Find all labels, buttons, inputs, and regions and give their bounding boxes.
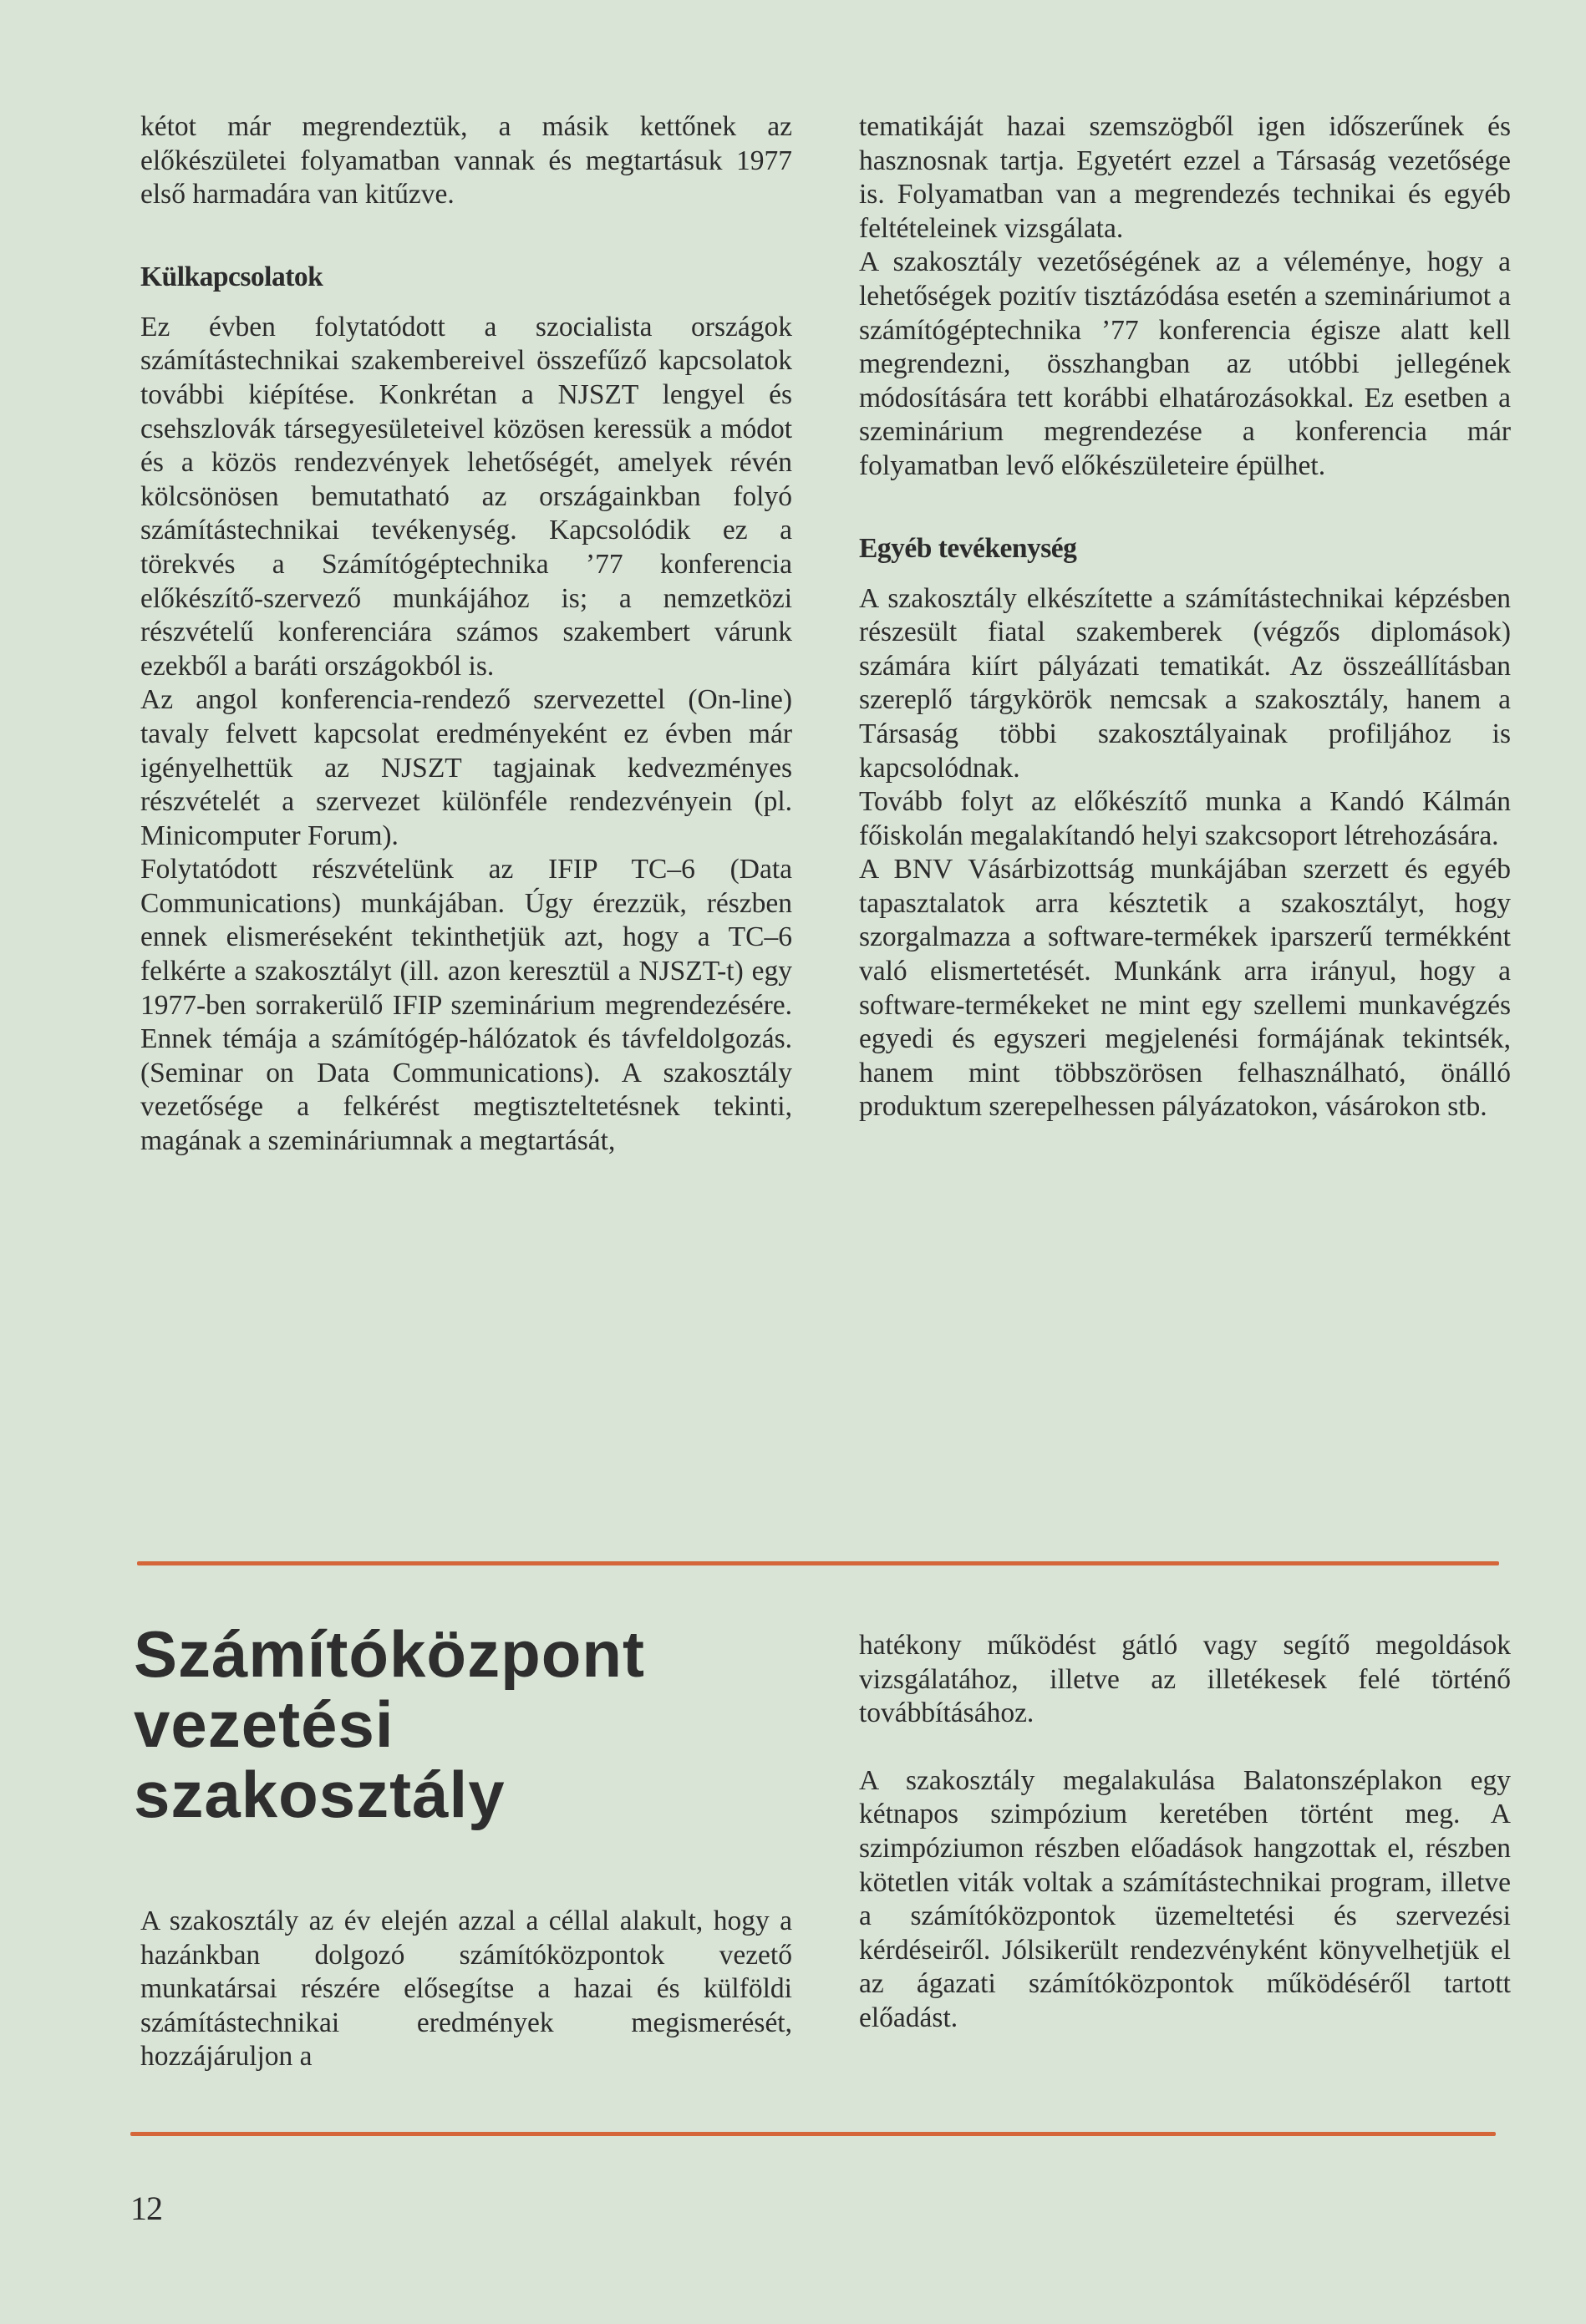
paragraph: Ez évben folytatódott a szocialista országok számítástechnikai szakembereivel összefűző kapcsolatok további kiépítése. Konkrétan a NJSZT lengyel és csehszlovák társegyesületeivel közösen keressük a módot és a közös rendezvények lehetőségét, amelyek révén kölcsönösen bemutatható az országainkban folyó számítástechnikai tevékenység. Kapcsolódik ez a törekvés a Számítógéptechnika ’77 konferencia előkészítő-szervező munkájához is; a nemzetközi részvételű konferenciára számos szakembert várunk ezekből a baráti országokból is.	[140, 311, 792, 682]
page-number: 12	[130, 2190, 162, 2227]
paragraph: hatékony működést gátló vagy segítő megoldások vizsgálatához, illetve az illetékesek felé történő továbbításához.	[859, 1630, 1511, 1729]
paragraph: Folytatódott részvételünk az IFIP TC–6 (Data Communications) munkájában. Úgy érezzük, részben ennek elismeréseként tekinthetjük azt, hogy a TC–6 felkérte a szakosztályt (ill. azon keresztül a NJSZT-t) egy 1977-ben sorrakerülő IFIP szeminárium megrendezésére. Ennek témája a számítógép-hálózatok és távfeldolgozás. (Seminar on Data Communications). A szakosztály vezetősége a felkérést megtiszteltetésnek tekinti, magának a szemináriumnak a megtartását,	[140, 854, 792, 1157]
paragraph: A BNV Vásárbizottság munkájában szerzett és egyéb tapasztalatok arra késztetik a szakosztályt, hogy szorgalmazza a software-termékek iparszerű termékként való elismertetését. Munkánk arra irányul, hogy a software-termékeket ne mint egy szellemi munkavégzés egyedi és egyszeri megjelenési formájának tekintsék, hanem mint többszörösen felhasználható, önálló produktum szerepelhessen pályázatokon, vásárokon stb.	[859, 854, 1511, 1123]
section-title-line: Számítóközpont	[134, 1617, 645, 1691]
section-heading-kulkapcsolatok: Külkapcsolatok	[140, 261, 323, 292]
paragraph: Az angol konferencia-rendező szervezettel (On-line) tavaly felvett kapcsolat eredményeként ez évben már igényelhettük az NJSZT tagjainak kedvezményes részvételét a szervezet különféle rendezvényein (pl. Minicomputer Forum).	[140, 684, 792, 851]
paragraph: A szakosztály vezetőségének az a véleménye, hogy a lehetőségek pozitív tisztázódása esetén a szemináriumot a számítógéptechnika ’77 konferencia égisze alatt kell megrendezni, összhangban az utóbbi jellegének módosítására tett korábbi elhatározásokkal. Ez esetben a szeminárium megrendezése a konferencia már folyamatban levő előkészületeire épülhet.	[859, 246, 1511, 481]
paragraph: tematikáját hazai szemszögből igen időszerűnek és hasznosnak tartja. Egyetért ezzel a Társaság vezetősége is. Folyamatban van a megrendezés technikai és egyéb feltételeinek vizsgálata.	[859, 111, 1511, 244]
paragraph: A szakosztály elkészítette a számítástechnikai képzésben részesült fiatal szakemberek (végzős diplomások) számára kiírt pályázati tematikát. Az összeállításban szereplő tárgykörök nemcsak a szakosztály, hanem a Társaság többi szakosztályainak profiljához is kapcsolódnak.	[859, 582, 1511, 784]
section-divider-rule	[137, 1561, 1499, 1565]
paragraph: kétot már megrendeztük, a másik kettőnek az előkészületei folyamatban vannak és megtartásuk 1977 első harmadára van kitűzve.	[140, 111, 792, 211]
top-right-column	[859, 110, 1511, 1124]
bottom-left-column	[140, 1905, 792, 2074]
section-title-line: vezetési	[134, 1687, 394, 1761]
bottom-right-column	[859, 1629, 1511, 2036]
section-title-line: szakosztály	[134, 1758, 506, 1831]
section-title	[134, 1619, 645, 1829]
paragraph: A szakosztály megalakulása Balatonszéplakon egy kétnapos szimpózium keretében történt meg. A szimpóziumon részben előadások hangzottak el, részben kötetlen viták voltak a számítástechnikai program, illetve a számítóközpontok üzemeltetési és szervezési kérdéseiről. Jólsikerült rendezvényként könyvelhetjük el az ágazati számítóközpontok működéséről tartott előadást.	[859, 1764, 1511, 2033]
section-heading-egyeb-tevekenyseg: Egyéb tevékenység	[859, 532, 1077, 564]
paragraph: Tovább folyt az előkészítő munka a Kandó Kálmán főiskolán megalakítandó helyi szakcsoport létrehozására.	[859, 786, 1511, 851]
footer-divider-rule	[130, 2132, 1496, 2136]
top-left-column	[140, 110, 792, 1159]
paragraph: A szakosztály az év elején azzal a céllal alakult, hogy a hazánkban dolgozó számítóközpontok vezető munkatársai részére elősegítse a hazai és külföldi számítástechnikai eredmények megismerését, hozzájáruljon a	[140, 1905, 792, 2073]
